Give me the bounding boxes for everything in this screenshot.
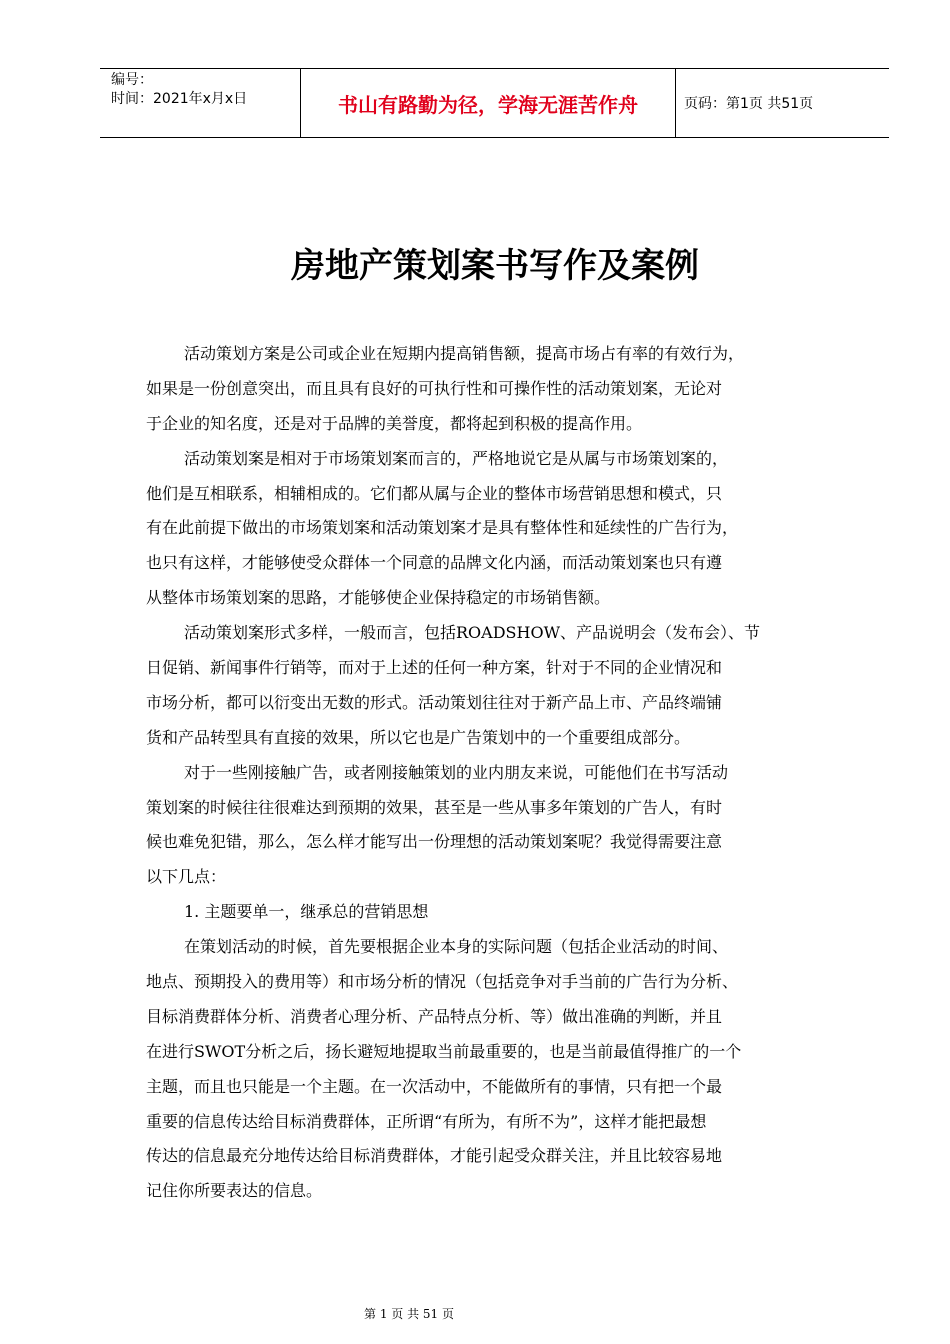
body-line: 候也难免犯错，那么，怎么样才能写出一份理想的活动策划案呢？我觉得需要注意: [146, 832, 723, 852]
body-line: 从整体市场策划案的思路，才能够使企业保持稳定的市场销售额。: [146, 588, 611, 608]
body-line: 有在此前提下做出的市场策划案和活动策划案才是具有整体性和延续性的广告行为，: [146, 518, 739, 538]
page-header: [100, 68, 889, 138]
body-line: 活动策划案形式多样，一般而言，包括ROADSHOW、产品说明会（发布会）、节: [184, 623, 761, 643]
body-line: 传达的信息最充分地传达给目标消费群体，才能引起受众群关注，并且比较容易地: [146, 1146, 723, 1166]
body-line: 主题，而且也只能是一个主题。在一次活动中，不能做所有的事情，只有把一个最: [146, 1076, 723, 1096]
header-page-cell: [676, 69, 889, 137]
document-body: [146, 337, 866, 1209]
serial-label: 编号：: [111, 72, 153, 88]
body-line: 活动策划方案是公司或企业在短期内提高销售额，提高市场占有率的有效行为，: [184, 344, 745, 363]
body-line: 在策划活动的时候，首先要根据企业本身的实际问题（包括企业活动的时间、: [184, 937, 729, 957]
header-motto: 书山有路勤为径，学海无涯苦作舟: [338, 92, 638, 117]
body-line: 货和产品转型具有直接的效果，所以它也是广告策划中的一个重要组成部分。: [146, 727, 691, 747]
header-motto-cell: [301, 69, 676, 137]
body-line: 记住你所要表达的信息。: [146, 1181, 323, 1201]
document-title: 房地产策划案书写作及案例: [291, 246, 699, 286]
body-line: 日促销、新闻事件行销等，而对于上述的任何一种方案，针对于不同的企业情况和: [146, 658, 723, 678]
body-line: 策划案的时候往往很难达到预期的效果，甚至是一些从事多年策划的广告人，有时: [146, 797, 723, 817]
header-page-info: 页码：第1页 共51页: [684, 96, 814, 112]
body-line: 活动策划案是相对于市场策划案而言的，严格地说它是从属与市场策划案的，: [184, 448, 729, 468]
body-line: 对于一些刚接触广告，或者刚接触策划的业内朋友来说，可能他们在书写活动: [184, 762, 729, 782]
body-line: 在进行SWOT分析之后，扬长避短地提取当前最重要的，也是当前最值得推广的一个: [146, 1041, 742, 1061]
header-meta-cell: [100, 69, 301, 137]
body-line: 1. 主题要单一，继承总的营销思想: [184, 902, 429, 922]
body-line: 目标消费群体分析、消费者心理分析、产品特点分析、等）做出准确的判断，并且: [146, 1006, 723, 1026]
body-line: 重要的信息传达给目标消费群体，正所谓“有所为，有所不为”，这样才能把最想: [146, 1111, 707, 1131]
body-line: 于企业的知名度，还是对于品牌的美誉度，都将起到积极的提高作用。: [146, 413, 643, 433]
body-line: 市场分析，都可以衍变出无数的形式。活动策划往往对于新产品上市、产品终端铺: [146, 692, 723, 712]
body-line: 如果是一份创意突出，而且具有良好的可执行性和可操作性的活动策划案，无论对: [146, 378, 723, 398]
body-line: 地点、预期投入的费用等）和市场分析的情况（包括竞争对手当前的广告行为分析、: [146, 972, 739, 992]
body-line: 他们是互相联系，相辅相成的。它们都从属与企业的整体市场营销思想和模式，只: [146, 483, 723, 503]
body-line: 也只有这样，才能够使受众群体一个同意的品牌文化内涵，而活动策划案也只有遵: [146, 553, 723, 573]
date-line: 时间：2021年x月x日: [111, 91, 248, 107]
body-line: 以下几点：: [146, 867, 227, 887]
page-footer: 第 1 页 共 51 页: [364, 1307, 454, 1321]
